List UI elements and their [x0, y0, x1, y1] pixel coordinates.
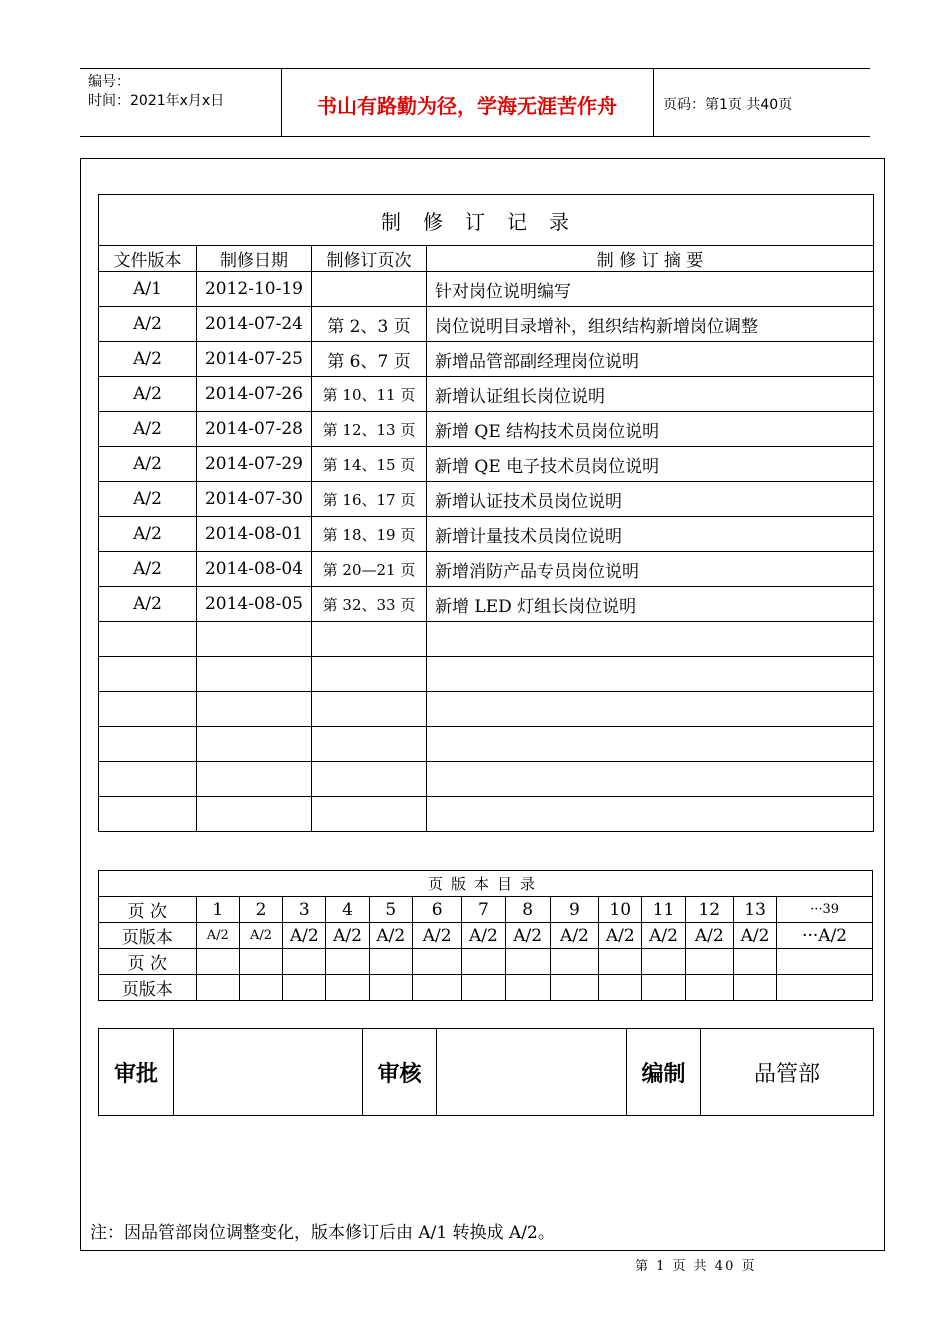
revision-version: A/2	[99, 552, 197, 587]
blank-cell	[197, 797, 312, 832]
page-number-blank-cell	[369, 949, 412, 975]
blank-cell	[99, 797, 197, 832]
blank-cell	[99, 657, 197, 692]
blank-cell	[427, 622, 874, 657]
revision-pages	[312, 272, 427, 307]
page-version-blank-cell	[239, 975, 282, 1001]
blank-cell	[312, 762, 427, 797]
page-number-blank-row	[99, 949, 873, 975]
blank-cell	[312, 657, 427, 692]
page-number-cell: 1	[196, 897, 239, 923]
revision-row	[99, 447, 874, 482]
page-number-blank-cell	[196, 949, 239, 975]
page-version-row	[99, 923, 873, 949]
revision-blank-row	[99, 762, 874, 797]
approve-label: 审批	[99, 1029, 174, 1116]
page-number-cell: 13	[733, 897, 776, 923]
revision-version: A/1	[99, 272, 197, 307]
revision-row	[99, 307, 874, 342]
page-version-cell: A/2	[412, 923, 461, 949]
revision-date: 2014-07-26	[197, 377, 312, 412]
blank-cell	[197, 762, 312, 797]
page-number-blank-cell	[599, 949, 642, 975]
page-number-blank-cell	[283, 949, 326, 975]
revision-version: A/2	[99, 447, 197, 482]
revision-row	[99, 412, 874, 447]
header-page-code: 页码：第1页 共40页	[663, 97, 793, 113]
revision-table	[98, 194, 874, 832]
blank-cell	[99, 692, 197, 727]
revision-pages: 第 12、13 页	[312, 412, 427, 447]
page-version-blank-cell	[412, 975, 461, 1001]
page-number-cell: 4	[326, 897, 369, 923]
page-version-blank-row	[99, 975, 873, 1001]
page-number-blank-cell	[239, 949, 282, 975]
revision-version: A/2	[99, 377, 197, 412]
approve-field	[174, 1029, 363, 1116]
page-version-blank-cell	[733, 975, 776, 1001]
blank-cell	[427, 692, 874, 727]
page-version-cell: A/2	[733, 923, 776, 949]
revision-pages: 第 18、19 页	[312, 517, 427, 552]
revision-version: A/2	[99, 587, 197, 622]
signature-table	[98, 1028, 874, 1116]
page-number-cell: 6	[412, 897, 461, 923]
revision-pages: 第 16、17 页	[312, 482, 427, 517]
page-version-cell: A/2	[239, 923, 282, 949]
page-version-blank-cell	[196, 975, 239, 1001]
page-footer: 第 1 页 共 40 页	[635, 1259, 757, 1274]
revision-date: 2014-08-01	[197, 517, 312, 552]
page-number-row	[99, 897, 873, 923]
page-number-cell: 11	[642, 897, 685, 923]
header-date: 制修日期	[197, 246, 312, 272]
revision-row	[99, 517, 874, 552]
page-version-blank-cell	[685, 975, 733, 1001]
revision-version: A/2	[99, 307, 197, 342]
page-number-blank-cell	[733, 949, 776, 975]
page-number-blank-cell	[462, 949, 505, 975]
page-number-blank-cell	[685, 949, 733, 975]
revision-summary: 新增品管部副经理岗位说明	[427, 342, 874, 377]
revision-summary: 岗位说明目录增补，组织结构新增岗位调整	[427, 307, 874, 342]
header-bottom-rule	[80, 136, 870, 137]
revision-blank-row	[99, 727, 874, 762]
page-version-cell: A/2	[685, 923, 733, 949]
page-version-cell: A/2	[550, 923, 598, 949]
blank-cell	[99, 622, 197, 657]
page-version-cell: ···A/2	[777, 923, 873, 949]
header-number-label: 编号：	[88, 74, 130, 90]
page-version-blank-cell	[505, 975, 550, 1001]
page-number-blank-cell	[777, 949, 873, 975]
revision-blank-row	[99, 692, 874, 727]
revision-date: 2014-08-04	[197, 552, 312, 587]
revision-pages: 第 32、33 页	[312, 587, 427, 622]
page-version-blank-cell	[462, 975, 505, 1001]
page-number-cell: 5	[369, 897, 412, 923]
page-version-blank-cell	[326, 975, 369, 1001]
page-number-blank-cell	[642, 949, 685, 975]
blank-cell	[427, 727, 874, 762]
page-number-cell: 3	[283, 897, 326, 923]
revision-row	[99, 377, 874, 412]
page-version-cell: A/2	[283, 923, 326, 949]
footnote: 注：因品管部岗位调整变化，版本修订后由 A/1 转换成 A/2。	[90, 1223, 555, 1243]
page-version-cell: A/2	[642, 923, 685, 949]
page-version-cell: A/2	[326, 923, 369, 949]
page-number-cell: 9	[550, 897, 598, 923]
blank-cell	[197, 657, 312, 692]
revision-row	[99, 587, 874, 622]
blank-cell	[99, 762, 197, 797]
revision-pages: 第 6、7 页	[312, 342, 427, 377]
blank-cell	[312, 797, 427, 832]
page-number-cell: 8	[505, 897, 550, 923]
revision-row	[99, 552, 874, 587]
blank-cell	[197, 622, 312, 657]
revision-version: A/2	[99, 482, 197, 517]
header-time-label: 时间：2021年x月x日	[88, 93, 225, 109]
page-version-blank-cell	[283, 975, 326, 1001]
page-number-blank-cell	[412, 949, 461, 975]
page-version-blank-cell	[550, 975, 598, 1001]
revision-date: 2014-07-29	[197, 447, 312, 482]
page-number-label: 页 次	[99, 897, 197, 923]
page-number-cell: 12	[685, 897, 733, 923]
page-version-cell: A/2	[369, 923, 412, 949]
page-version-blank-cell	[599, 975, 642, 1001]
blank-cell	[312, 692, 427, 727]
revision-row	[99, 272, 874, 307]
revision-date: 2014-07-24	[197, 307, 312, 342]
revision-date: 2014-07-28	[197, 412, 312, 447]
header-top-rule	[80, 68, 870, 69]
revision-summary: 新增认证组长岗位说明	[427, 377, 874, 412]
blank-cell	[427, 657, 874, 692]
revision-summary: 新增 QE 电子技术员岗位说明	[427, 447, 874, 482]
revision-row	[99, 482, 874, 517]
page-version-cell: A/2	[462, 923, 505, 949]
blank-cell	[99, 727, 197, 762]
page-version-blank-cell	[777, 975, 873, 1001]
page-version-label: 页版本	[99, 923, 197, 949]
header-motto: 书山有路勤为径，学海无涯苦作舟	[317, 94, 617, 118]
compile-label: 编制	[627, 1029, 701, 1116]
revision-version: A/2	[99, 342, 197, 377]
page-number-cell: 2	[239, 897, 282, 923]
header-divider	[653, 68, 654, 136]
revision-summary: 新增认证技术员岗位说明	[427, 482, 874, 517]
revision-summary: 新增 QE 结构技术员岗位说明	[427, 412, 874, 447]
page-version-cell: A/2	[505, 923, 550, 949]
revision-summary: 针对岗位说明编写	[427, 272, 874, 307]
page-version-cell: A/2	[599, 923, 642, 949]
revision-pages: 第 20—21 页	[312, 552, 427, 587]
page-version-table	[98, 870, 873, 1001]
header-version: 文件版本	[99, 246, 197, 272]
page-number-cell: ···39	[777, 897, 873, 923]
page-version-blank-cell	[369, 975, 412, 1001]
revision-date: 2012-10-19	[197, 272, 312, 307]
page-version-blank-label: 页版本	[99, 975, 197, 1001]
page-number-blank-cell	[326, 949, 369, 975]
revision-summary: 新增计量技术员岗位说明	[427, 517, 874, 552]
revision-row	[99, 342, 874, 377]
page-number-blank-cell	[505, 949, 550, 975]
page-version-cell: A/2	[196, 923, 239, 949]
page-number-blank-label: 页 次	[99, 949, 197, 975]
page-version-blank-cell	[642, 975, 685, 1001]
revision-blank-row	[99, 657, 874, 692]
revision-version: A/2	[99, 517, 197, 552]
review-label: 审核	[363, 1029, 437, 1116]
page-number-cell: 7	[462, 897, 505, 923]
revision-date: 2014-08-05	[197, 587, 312, 622]
revision-summary: 新增消防产品专员岗位说明	[427, 552, 874, 587]
blank-cell	[427, 797, 874, 832]
compile-value: 品管部	[701, 1029, 874, 1116]
blank-cell	[197, 727, 312, 762]
revision-date: 2014-07-25	[197, 342, 312, 377]
blank-cell	[312, 727, 427, 762]
revision-title: 制修订记录	[99, 195, 874, 246]
header-summary: 制 修 订 摘 要	[427, 246, 874, 272]
revision-version: A/2	[99, 412, 197, 447]
page-number-blank-cell	[550, 949, 598, 975]
review-field	[437, 1029, 627, 1116]
revision-pages: 第 10、11 页	[312, 377, 427, 412]
blank-cell	[197, 692, 312, 727]
revision-summary: 新增 LED 灯组长岗位说明	[427, 587, 874, 622]
page-version-title: 页版本目录	[99, 871, 873, 897]
revision-pages: 第 14、15 页	[312, 447, 427, 482]
header-pages: 制修订页次	[312, 246, 427, 272]
revision-date: 2014-07-30	[197, 482, 312, 517]
blank-cell	[312, 622, 427, 657]
revision-blank-row	[99, 797, 874, 832]
revision-blank-row	[99, 622, 874, 657]
page-number-cell: 10	[599, 897, 642, 923]
blank-cell	[427, 762, 874, 797]
revision-pages: 第 2、3 页	[312, 307, 427, 342]
